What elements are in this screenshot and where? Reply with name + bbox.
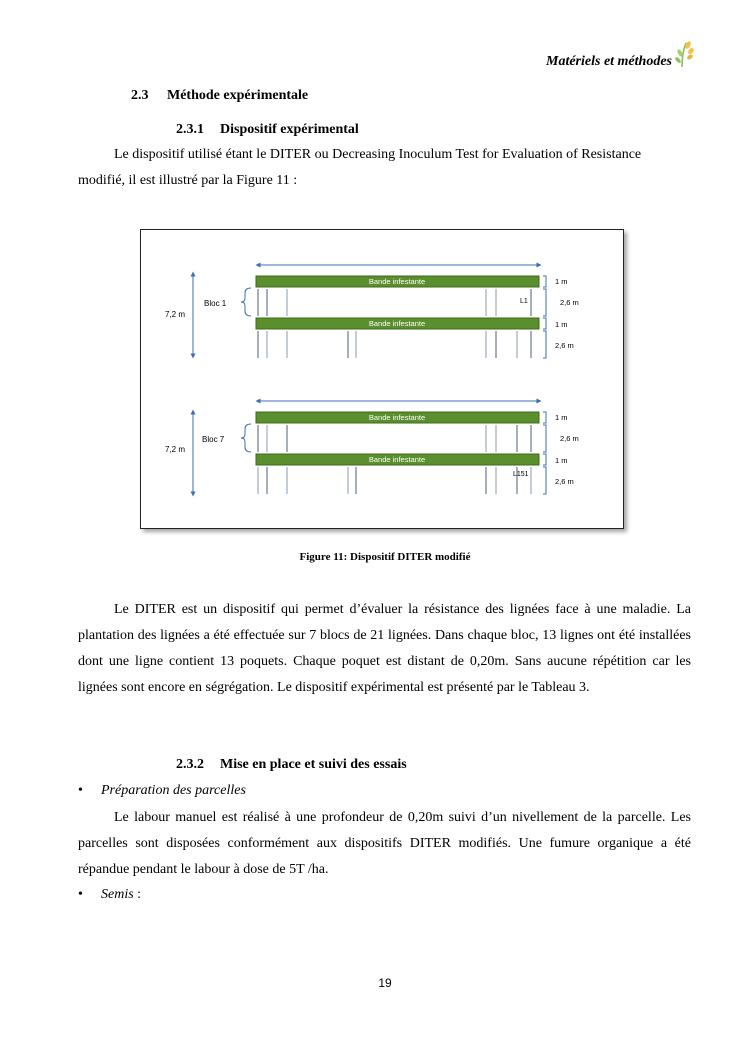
dim-band-label: 1 m xyxy=(555,413,568,422)
wheat-sprig-icon xyxy=(674,40,696,68)
subsection-number: 2.3.1 xyxy=(176,122,204,137)
dim-gap-label: 2,6 m xyxy=(560,298,579,307)
bullet-icon: • xyxy=(78,783,83,798)
figure-caption: Figure 11: Dispositif DITER modifié xyxy=(299,551,471,563)
diter-diagram xyxy=(141,230,623,528)
subsection-number: 2.3.2 xyxy=(176,757,204,772)
body-paragraph-2: Le DITER est un dispositif qui permet d’évaluer la résistance des lignées face à une maladie. La plantation des lignées a été effectuée sur 7 blocs de 21 lignées. Dans chaque bloc, 13 lignes ont été installées dont une ligne contient 13 poquets. Chaque poquet est distant de 0,20m. Sans aucune répétition car les lignées sont encore en ségrégation. Le dispositif expérimental est présenté par le Tableau 3. xyxy=(78,602,691,695)
dim-band-label: 1 m xyxy=(555,456,568,465)
intro-line-1: Le dispositif utilisé étant le DITER ou Decreasing Inoculum Test for Evaluation of Resistance xyxy=(114,147,642,162)
band-label: Bande infestante xyxy=(368,413,426,422)
dim-band-label: 1 m xyxy=(555,320,568,329)
section-heading xyxy=(131,88,308,104)
dim-band-label: 1 m xyxy=(555,277,568,286)
section-number: 2.3 xyxy=(131,88,149,103)
subsection-heading-1 xyxy=(176,122,359,138)
band-label: Bande infestante xyxy=(368,455,426,464)
diter-figure xyxy=(140,229,624,529)
subsection-heading-2 xyxy=(176,757,407,773)
plant-lines-bottom-2 xyxy=(258,467,531,494)
dimension-brackets-top xyxy=(543,276,546,358)
line-label-last: L151 xyxy=(513,471,529,478)
intro-line-2: modifié, il est illustré par la Figure 11 : xyxy=(78,173,298,188)
dim-gap-label: 2,6 m xyxy=(555,341,574,350)
height-label-bottom: 7,2 m xyxy=(165,445,186,454)
body-paragraph-3: Le labour manuel est réalisé à une profondeur de 0,20m suivi d’un nivellement de la parcelle. Les parcelles sont disposées conformément aux dispositifs DITER modifiés. Une fumure organique a été répandue pendant le labour à dose de 5T /ha. xyxy=(78,810,691,877)
band-label: Bande infestante xyxy=(368,277,426,286)
section-title: Méthode expérimentale xyxy=(167,88,309,103)
bullet-item-preparation: • Préparation des parcelles xyxy=(78,783,246,798)
dimension-brackets-bottom xyxy=(543,412,546,494)
line-label-first: L1 xyxy=(520,298,528,305)
header-title: Matériels et méthodes xyxy=(546,54,672,69)
dim-gap-label: 2,6 m xyxy=(560,434,579,443)
subsection-title: Mise en place et suivi des essais xyxy=(220,757,407,772)
plant-lines-bottom-1 xyxy=(258,425,531,452)
bloc-label-bottom: Bloc 7 xyxy=(202,435,225,444)
bullet-item-semis: • Semis : xyxy=(78,887,142,902)
bloc-brace-top xyxy=(241,288,251,316)
bloc-brace-bottom xyxy=(241,424,251,452)
height-label-top: 7,2 m xyxy=(165,310,186,319)
subsection-title: Dispositif expérimental xyxy=(220,122,359,137)
page-number: 19 xyxy=(378,976,392,990)
bloc-label-top: Bloc 1 xyxy=(204,299,227,308)
band-label: Bande infestante xyxy=(368,319,426,328)
dim-gap-label: 2,6 m xyxy=(555,477,574,486)
plant-lines-top-2 xyxy=(258,331,531,358)
bullet-icon: • xyxy=(78,887,83,902)
plant-lines-top-1 xyxy=(258,289,531,316)
running-header xyxy=(546,54,672,70)
